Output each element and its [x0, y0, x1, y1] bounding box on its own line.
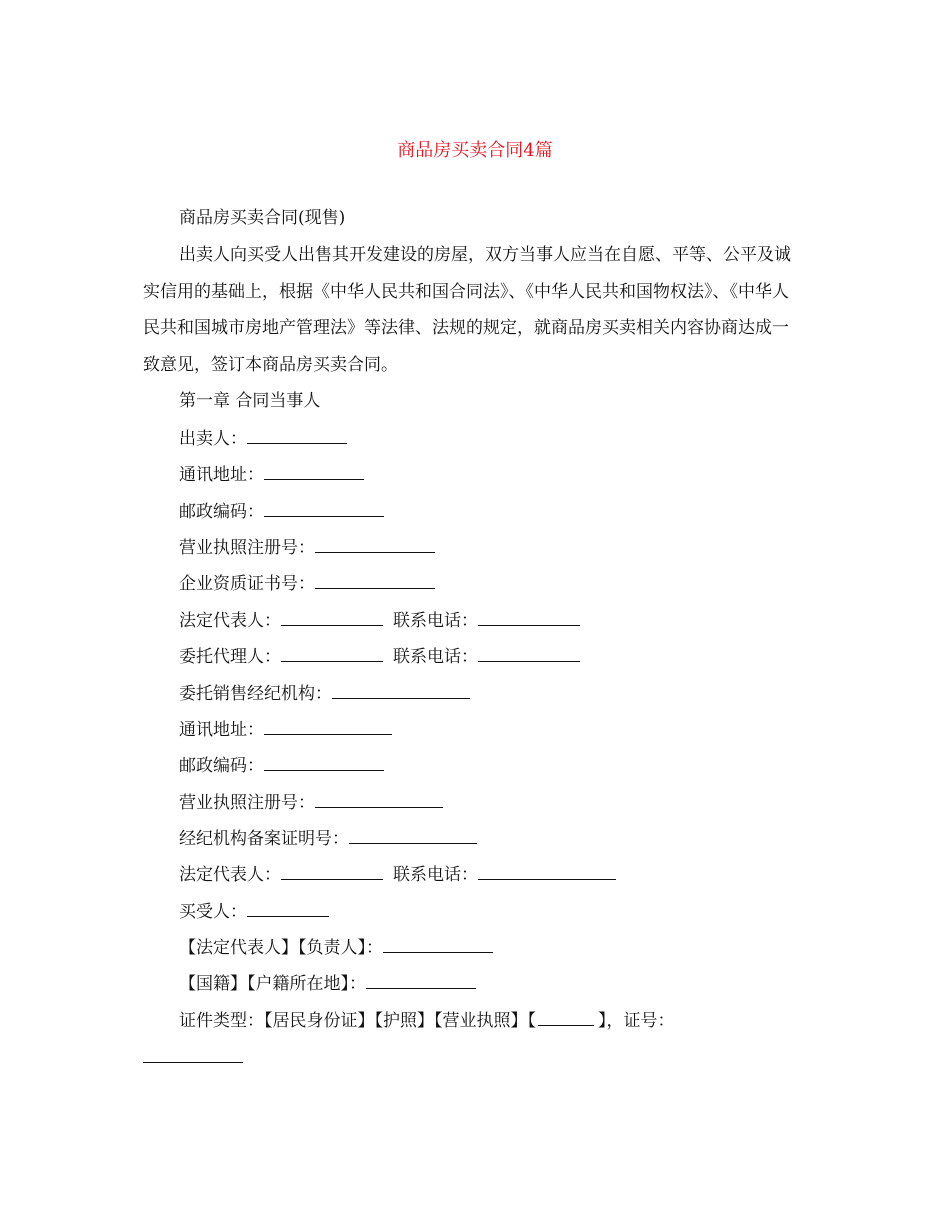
- broker-license-row: [179, 791, 447, 814]
- agent-blank[interactable]: [281, 645, 383, 662]
- broker-address-row: [179, 718, 396, 741]
- id-number-row: [143, 1046, 247, 1069]
- id-type-row: [179, 1009, 675, 1032]
- id-type-label: 证件类型：【居民身份证】【护照】【营业执照】【: [179, 1011, 536, 1031]
- broker-record-blank[interactable]: [349, 827, 477, 844]
- nationality-row: [179, 972, 480, 995]
- legal-rep-row-2: [179, 863, 620, 886]
- broker-license-label: 营业执照注册号：: [179, 793, 315, 813]
- chapter-heading: 第一章 合同当事人: [179, 391, 321, 411]
- buyer-rep-label: 【法定代表人】【负责人】：: [179, 938, 383, 958]
- legal-rep-blank[interactable]: [281, 609, 383, 626]
- legal-rep-label: 法定代表人：: [179, 611, 281, 631]
- legal-rep-label: 法定代表人：: [179, 865, 281, 885]
- buyer-label: 买受人：: [179, 902, 247, 922]
- broker-record-row: [179, 827, 481, 850]
- phone-label: 联系电话：: [393, 611, 478, 631]
- seller-address-label: 通讯地址：: [179, 465, 264, 485]
- seller-row: [179, 427, 351, 450]
- phone-blank[interactable]: [478, 609, 580, 626]
- broker-zip-label: 邮政编码：: [179, 756, 264, 776]
- broker-license-blank[interactable]: [315, 791, 443, 808]
- nationality-blank[interactable]: [366, 972, 476, 989]
- seller-address-blank[interactable]: [264, 463, 364, 480]
- agent-row: [179, 645, 584, 668]
- nationality-label: 【国籍】【户籍所在地】：: [179, 974, 366, 994]
- broker-record-label: 经纪机构备案证明号：: [179, 829, 349, 849]
- phone-label: 联系电话：: [393, 647, 478, 667]
- buyer-row: [179, 900, 333, 923]
- seller-label: 出卖人：: [179, 429, 247, 449]
- seller-blank[interactable]: [247, 427, 347, 444]
- seller-license-label: 营业执照注册号：: [179, 538, 315, 558]
- broker-zip-row: [179, 754, 388, 777]
- page-title: 商品房买卖合同4篇: [397, 140, 553, 161]
- broker-label: 委托销售经纪机构：: [179, 684, 332, 704]
- qualification-label: 企业资质证书号：: [179, 574, 315, 594]
- phone-blank[interactable]: [478, 645, 580, 662]
- qualification-row: [179, 572, 439, 595]
- buyer-blank[interactable]: [247, 900, 329, 917]
- qualification-blank[interactable]: [315, 572, 435, 589]
- seller-zip-blank[interactable]: [264, 500, 384, 517]
- seller-zip-row: [179, 500, 388, 523]
- agent-label: 委托代理人：: [179, 647, 281, 667]
- buyer-rep-blank[interactable]: [383, 936, 493, 953]
- seller-license-blank[interactable]: [315, 536, 435, 553]
- seller-license-row: [179, 536, 439, 559]
- phone-label: 联系电话：: [393, 865, 478, 885]
- broker-zip-blank[interactable]: [264, 754, 384, 771]
- legal-rep-blank[interactable]: [281, 863, 383, 880]
- broker-address-blank[interactable]: [264, 718, 392, 735]
- phone-blank[interactable]: [478, 863, 616, 880]
- id-type-other-blank[interactable]: [538, 1009, 594, 1026]
- contract-subtitle: 商品房买卖合同(现售): [179, 208, 346, 228]
- seller-address-row: [179, 463, 368, 486]
- broker-address-label: 通讯地址：: [179, 720, 264, 740]
- seller-zip-label: 邮政编码：: [179, 502, 264, 522]
- id-number-blank[interactable]: [143, 1046, 243, 1063]
- broker-row: [179, 682, 474, 705]
- broker-blank[interactable]: [332, 682, 470, 699]
- legal-rep-row-1: [179, 609, 584, 632]
- intro-paragraph: 出卖人向买受人出售其开发建设的房屋，双方当事人应当在自愿、平等、公平及诚实信用的基础上，根据《中华人民共和国合同法》、《中华人民共和国物权法》、《中华人民共和国城市房地产管理法》等法律、法规的规定，就商品房买卖相关内容协商达成一致意见，签订本商品房买卖合同。: [143, 245, 791, 375]
- id-number-label: 】，证号：: [598, 1011, 675, 1031]
- buyer-rep-row: [179, 936, 497, 959]
